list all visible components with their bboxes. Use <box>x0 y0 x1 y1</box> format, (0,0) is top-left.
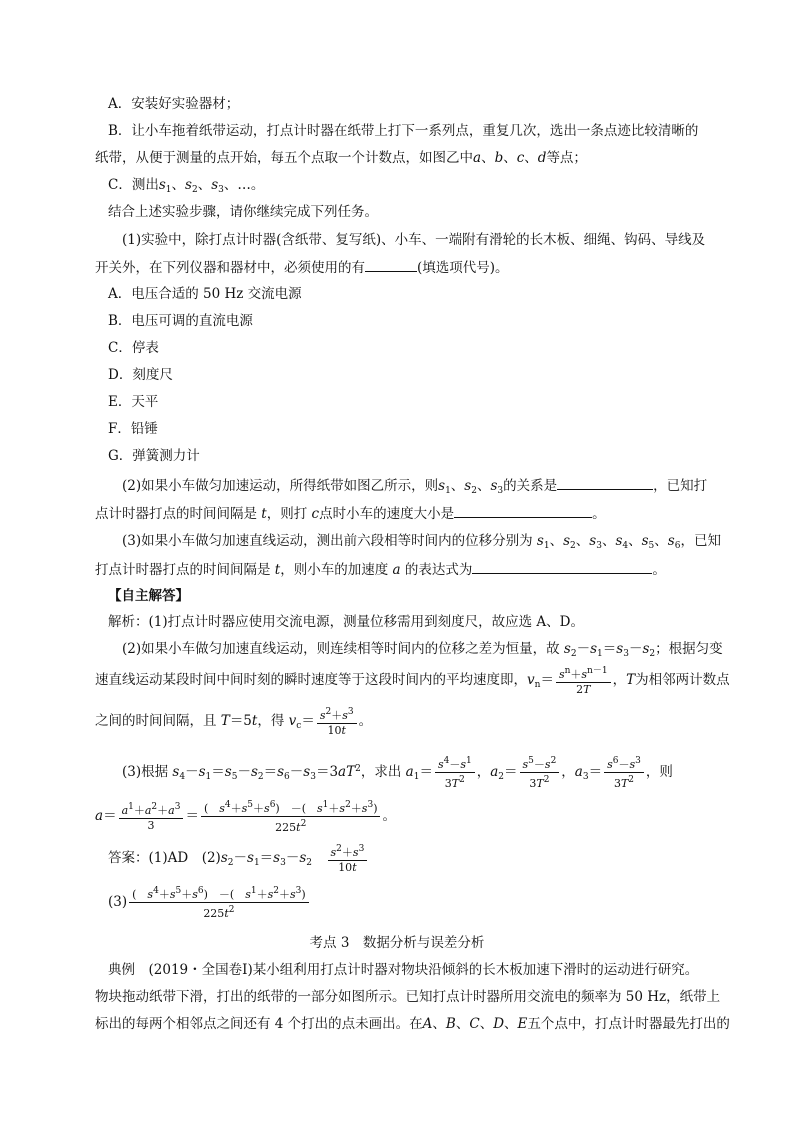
q1-option-f: F．铅锤 <box>108 421 158 437</box>
q1-option-c: C．停表 <box>108 340 159 356</box>
analysis-p1: 解析：(1)打点计时器应使用交流电源，测量位移需用到刻度尺，故应选 A、D。 <box>108 614 584 630</box>
q1-option-b: B．电压可调的直流电源 <box>108 313 253 329</box>
step-b-line2: 纸带，从便于测量的点开始，每五个点取一个计数点，如图乙中a、b、c、d等点； <box>95 150 587 166</box>
section-heading: 考点 3 数据分析与误差分析 <box>309 935 485 951</box>
answer-line: 答案：(1)AD $(2)s_2-s_1=s_3-s_2$ $\frac{s^2+s^3}{10t}$ <box>108 842 369 878</box>
q3-line2: 打点计时器打点的时间间隔是 t，则小车的加速度 a 的表达式为 。 <box>95 559 666 580</box>
q1-line1: (1)实验中，除打点计时器(含纸带、复写纸)、小车、一端附有滑轮的长木板、细绳、钩码、导线及 <box>122 232 706 248</box>
analysis-p2-line3: 之间的时间间隔，且 T＝5t，得 $v_c=$ $\frac{s^2+s^3}{10t}$ 。 <box>95 707 373 737</box>
q1-option-d: D．刻度尺 <box>108 367 173 383</box>
q2-line2: 点计时器打点的时间间隔是 t，则打 c点时小车的速度大小是 。 <box>95 503 606 524</box>
answer-3-line: (3) $\frac{( s^4+s^5+s^6) -( s^1+s^2+s^3)}{225t^2}$ <box>108 884 311 921</box>
analysis-p2-line2: 速直线运动某段时间中间时刻的瞬时速度等于这段时间内的平均速度即，$v_n=$ $\frac{s^n+s^{n-1}}{2T}$ ，T为相邻两计数点 <box>95 666 730 696</box>
step-a: A．安装好实验器材； <box>108 96 240 112</box>
q2-line1: (2)如果小车做匀加速运动，所得纸带如图乙所示，则$s_1$、$s_2$、$s_3$的关系是 ，已知打 <box>122 475 707 501</box>
answer-blank <box>365 257 417 272</box>
step-c: C．测出$s_1$、$s_2$、$s_3$、…。 <box>108 177 265 195</box>
answer-blank <box>454 503 592 518</box>
q1-line2: 开关外，在下列仪器和器材中，必须使用的有 (填选项代号)。 <box>95 257 509 278</box>
q3-line1: (3)如果小车做匀加速直线运动，测出前六段相等时间内的位移分别为 $s_1$、$s_2$、$s_3$、$s_4$、$s_5$、$s_6$，已知 <box>122 533 721 551</box>
answer-blank <box>557 475 653 490</box>
example-line3: 标出的每两个相邻点之间还有 4 个打出的点未画出。在A、B、C、D、E五个点中，打点计时器最先打出的 <box>95 1016 730 1032</box>
step-b-line1: B．让小车拖着纸带运动，打点计时器在纸带上打下一系列点，重复几次，选出一条点迹比较清晰的 <box>108 123 699 139</box>
answer-section-title: 【自主解答】 <box>108 588 189 604</box>
analysis-p3-line2: a＝ $\frac{a^1+a^2+a^3}{3}$ ＝ $\frac{( s^4+s^5+s^6) -( s^1+s^2+s^3)}{225t^2}$ 。 <box>95 800 396 834</box>
example-line1: 典例 (2019・全国卷Ⅰ)某小组利用打点计时器对物块沿倾斜的长木板加速下滑时的运动进行研究。 <box>108 962 699 978</box>
q1-option-e: E．天平 <box>108 394 159 410</box>
answer-blank <box>472 559 652 574</box>
analysis-p3-line1: (3)根据 $s_4-s_1=s_5-s_2=s_6-s_3=3aT^2$，求出 $a_1=$ $\frac{s^4-s^1}{3T^2}$ ，$a_2=$ $\frac{s^5-s^2}{3T^2}$ ，$a_3=$ $\frac{s^6-s^3}{3T^2}$ ，则 <box>122 756 673 790</box>
example-line2: 物块拖动纸带下滑，打出的纸带的一部分如图所示。已知打点计时器所用交流电的频率为 50 Hz，纸带上 <box>95 989 721 1005</box>
q1-option-g: G．弹簧测力计 <box>108 448 200 464</box>
q1-option-a: A．电压合适的 50 Hz 交流电源 <box>108 286 302 302</box>
analysis-p2-line1: (2)如果小车做匀加速直线运动，则连续相等时间内的位移之差为恒量，故 $s_2-s_1=s_3-s_2$；根据匀变 <box>122 641 723 659</box>
intro-text: 结合上述实验步骤，请你继续完成下列任务。 <box>108 204 378 220</box>
